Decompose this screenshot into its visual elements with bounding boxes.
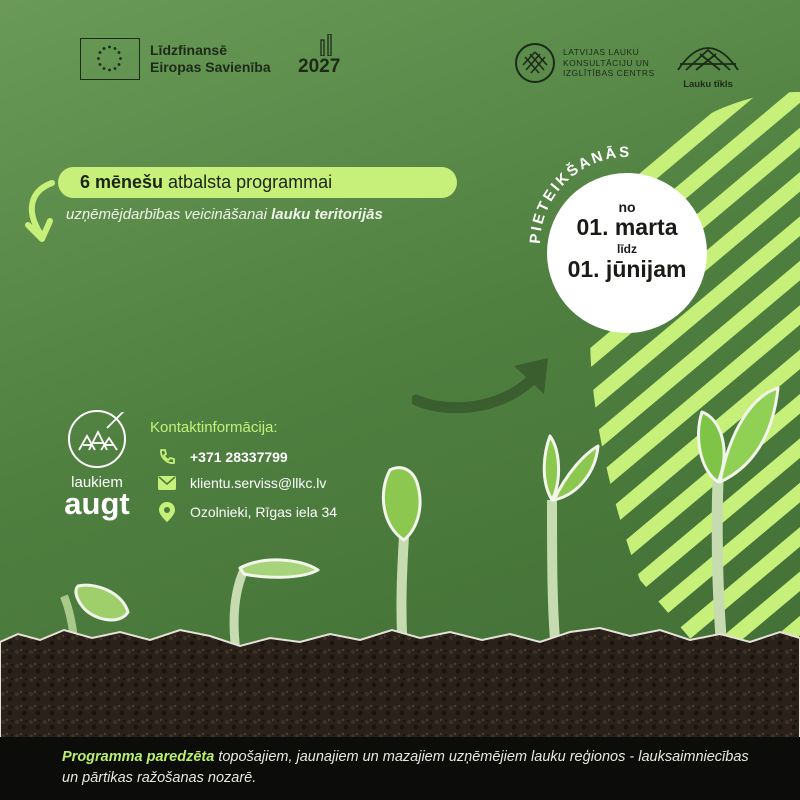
headline-bold: 6 mēnešu [80,172,164,192]
badge-from-label: no [618,199,636,215]
phone-value: +371 28337799 [190,449,288,465]
contacts-title: Kontaktinformācija: [150,419,278,436]
footer-bar [0,737,800,800]
badge-to-date: 01. jūnijam [567,256,687,282]
footer-body: topošajiem, jaunajiem un mazajiem uzņēmējiem lauku reģionos - lauksaimniecības un pārtikas ražošanas nozarē. [62,749,749,786]
eu-logo-line2: Eiropas Savienība [150,59,271,75]
llkc-line3: IZGLĪTĪBAS CENTRS [563,68,655,79]
headline-rest: atbalsta programmai [163,172,333,192]
llkc-line1: LATVIJAS LAUKU [563,47,640,58]
footer-text [62,747,762,789]
address-value: Ozolnieki, Rīgas iela 34 [190,504,338,520]
badge-from-date: 01. marta [576,214,678,240]
subtitle-bold: lauku teritorijās [271,206,383,223]
eu-logo-line1: Līdzfinansē [150,42,228,58]
badge-to-label: līdz [617,242,637,256]
year-text: 2027 [298,56,341,77]
llkc-line2: KONSULTĀCIJU UN [563,57,650,68]
email-value: klientu.serviss@llkc.lv [190,475,327,491]
soil-illustration [0,620,800,740]
brand-line1: laukiem [71,474,123,491]
footer-highlight: Programma paredzēta [62,749,215,765]
brand-line2: augt [64,486,130,521]
badge-arc-label: PIETEIKŠANĀS [526,143,632,245]
subtitle-plain: uzņēmējdarbības veicināšanai [66,206,272,223]
lauku-tikls-text: Lauku tīkls [683,79,733,90]
